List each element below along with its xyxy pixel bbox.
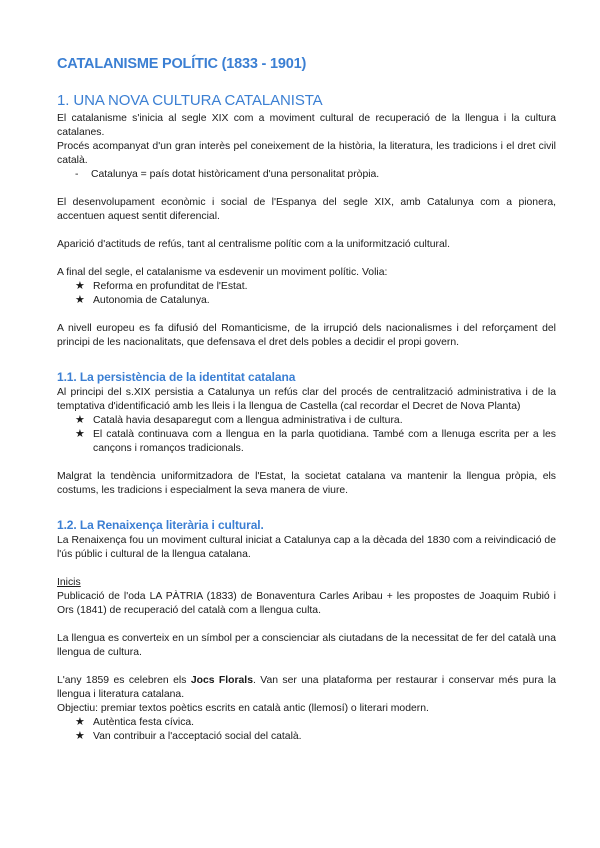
section-1-1-paragraph-1: Al principi del s.XIX persistia a Catalunya un refús clar del procés de centralització administrativa i de la temptativa d'identificació amb les lleis i la llengua de Castella (cal recordar el Decret de Nova Planta) [57, 387, 556, 412]
document-title: CATALANISME POLÍTIC (1833 - 1901) [57, 56, 307, 72]
section-1-1-heading: 1.1. La persistència de la identitat catalana [57, 370, 296, 384]
section-1-paragraph-3: El desenvolupament econòmic i social de l'Espanya del segle XIX, amb Catalunya com a pionera, accentuen aquest sentit diferencial. [57, 197, 556, 222]
section-1-paragraph-5: A final del segle, el catalanisme va esdevenir un moviment polític. Volia: [57, 267, 388, 278]
star-icon: ★ [75, 414, 85, 426]
section-1-paragraph-4: Aparició d'actituds de refús, tant al centralisme polític com a la uniformització cultural. [57, 239, 450, 250]
star-icon: ★ [75, 730, 85, 742]
star-icon: ★ [75, 280, 85, 292]
star-icon: ★ [75, 716, 85, 728]
section-1-dash-list [57, 168, 556, 182]
section-1-2-paragraph-4: L'any 1859 es celebren els Jocs Florals. Van ser una plataforma per restaurar i conservar més pura la llengua i literatura catalana. [57, 675, 557, 700]
list-item: ★ Autonomia de Catalunya. [75, 294, 210, 306]
jocs-florals-bold: Jocs Florals [190, 675, 253, 686]
section-1-paragraph-1: El catalanisme s'inicia al segle XIX com a moviment cultural de recuperació de la llengua i la cultura catalanes. [57, 113, 556, 138]
section-1-2-paragraph-2: Publicació de l'oda LA PÀTRIA (1833) de Bonaventura Carles Aribau + les propostes de Joaquim Rubió i Ors (1841) de recuperació del català com a llengua culta. [57, 591, 556, 616]
dash-marker: - [75, 169, 79, 180]
list-item: ★ Van contribuir a l'acceptació social del català. [75, 730, 302, 742]
section-1-2-subheading: Inicis [57, 577, 81, 588]
section-1-1-star-list [57, 414, 556, 456]
list-item: ★ Reforma en profunditat de l'Estat. [75, 280, 248, 292]
star-icon: ★ [75, 294, 85, 306]
section-1-2-heading: 1.2. La Renaixença literària i cultural. [57, 518, 264, 532]
list-item: ★ Català havia desaparegut com a llengua administrativa i de cultura. [75, 414, 403, 426]
section-1-paragraph-2: Procés acompanyat d'un gran interès pel coneixement de la història, la literatura, les tradicions i el dret civil català. [57, 141, 556, 166]
section-1-heading: 1. UNA NOVA CULTURA CATALANISTA [57, 92, 323, 109]
list-item: ★ Autèntica festa cívica. [75, 716, 195, 728]
section-1-2-paragraph-1: La Renaixença fou un moviment cultural iniciat a Catalunya cap a la dècada del 1830 com a reivindicació de l'ús públic i cultural de la llengua catalana. [57, 535, 556, 560]
star-icon: ★ [75, 428, 85, 440]
section-1-paragraph-6: A nivell europeu es fa difusió del Romanticisme, de la irrupció dels nacionalismes i del reforçament del principi de les nacionalitats, que defensava el dret dels pobles a decidir el propi govern. [57, 323, 556, 348]
section-1-2-paragraph-5: Objectiu: premiar textos poètics escrits en català antic (llemosí) o literari modern. [57, 703, 429, 714]
list-item: ★ El català continuava com a llengua en la parla quotidiana. També com a llenuga escrita per a les cançons i romanços tradicionals. [75, 428, 556, 454]
section-1-1-paragraph-2: Malgrat la tendència uniformitzadora de l'Estat, la societat catalana va mantenir la llengua pròpia, els costums, les tradicions i especialment la seva manera de viure. [57, 471, 556, 496]
section-1-2-paragraph-3: La llengua es converteix en un símbol per a conscienciar als ciutadans de la necessitat de fer del català una llengua de cultura. [57, 633, 556, 658]
list-item: - Catalunya = país dotat històricament d'una personalitat pròpia. [75, 169, 380, 180]
section-1-star-list [57, 280, 556, 308]
section-1-2-star-list [57, 716, 556, 744]
